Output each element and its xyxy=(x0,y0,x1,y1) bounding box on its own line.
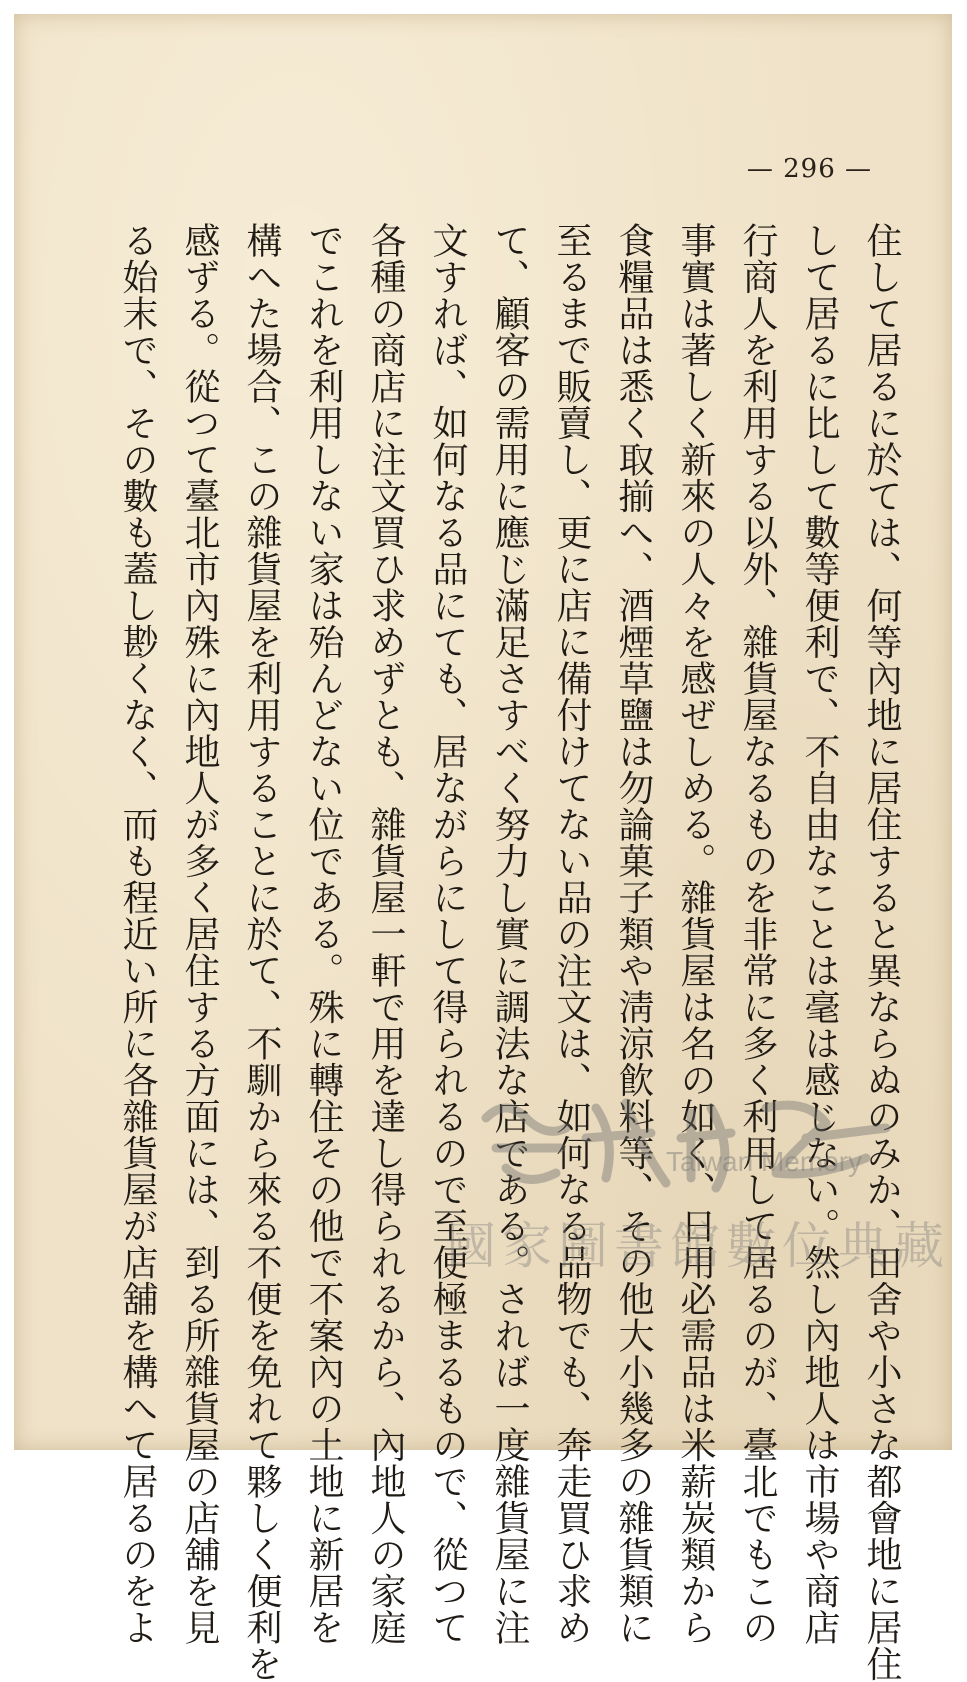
watermark-english: Taiwan Memory xyxy=(666,1146,863,1177)
text-column: る始末で、その數も蓋し尠くなく、而も程近い所に各雜貨屋が店舖を構へて居るのをよ xyxy=(117,222,158,1646)
text-column: でこれを利用しない家は殆んどない位である。殊に轉住その他で不案內の土地に新居を xyxy=(303,222,344,1646)
watermark-chinese: 國家圖書館數位典藏 xyxy=(446,1217,950,1275)
text-column: 食糧品は悉く取揃へ、酒煙草鹽は勿論菓子類や淸涼飮料等、その他大小幾多の雜貨類に xyxy=(613,222,654,1646)
text-column: 事實は著しく新來の人々を感ぜしめる。雜貨屋は名の如く、日用必需品は米薪炭類から xyxy=(675,222,716,1646)
paper-sheet xyxy=(14,14,952,1682)
text-column: て、顧客の需用に應じ滿足さすべく努力し實に調法な店である。されば一度雜貨屋に注 xyxy=(489,222,530,1646)
text-column: 感ずる。從つて臺北市內殊に內地人が多く居住する方面には、到る所雜貨屋の店舖を見 xyxy=(179,222,220,1646)
text-column: 至るまで販賣し、更に店に備付けてない品の注文は、如何なる品物でも、奔走買ひ求め xyxy=(551,222,592,1646)
vertical-text-body xyxy=(117,222,912,1682)
text-column: 構へた場合、この雜貨屋を利用することに於て、不馴から來る不便を免れて夥しく便利を xyxy=(241,222,282,1682)
page-number: — 296 — xyxy=(746,154,872,184)
text-column: 文すれば、如何なる品にても、居ながらにして得られるので至便極まるもので、從つて xyxy=(427,222,468,1646)
text-column: 行商人を利用する以外、雜貨屋なるものを非常に多く利用して居るのが、臺北でもこの xyxy=(737,222,778,1646)
text-column: 各種の商店に注文買ひ求めずとも、雜貨屋一軒で用を達し得られるから、內地人の家庭 xyxy=(365,222,406,1646)
text-column: して居るに比して數等便利で、不自由なことは毫は感じない。然し內地人は市場や商店 xyxy=(799,222,840,1646)
text-column: 住して居るに於ては、何等內地に居住すると異ならぬのみか、田舍や小さな都會地に居住 xyxy=(861,222,902,1682)
